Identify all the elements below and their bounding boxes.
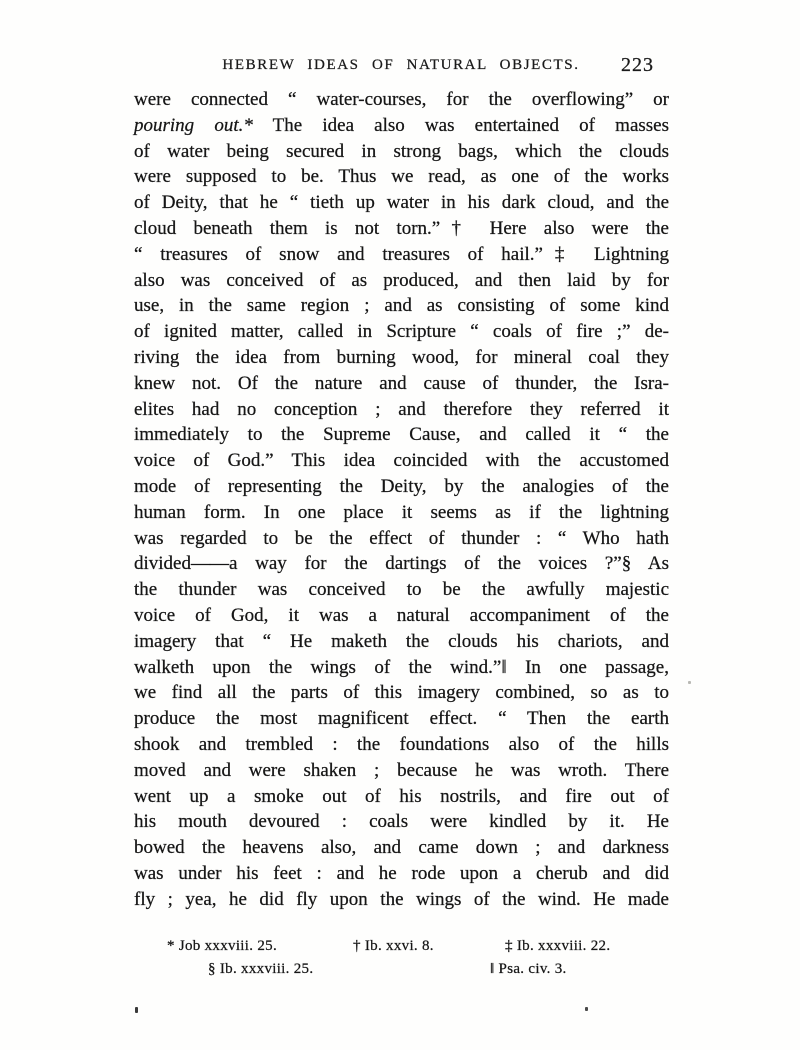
text-line: riving the idea from burning wood, for mineral coal they — [134, 346, 669, 368]
text-line: knew not. Of the nature and cause of thunder, the Isra- — [134, 372, 669, 394]
footnote-ib-xxxviii-22: ‡ Ib. xxxviii. 22. — [505, 938, 611, 954]
ink-speck — [585, 1007, 588, 1011]
text-line: imagery that “ He maketh the clouds his chariots, and — [134, 630, 669, 652]
running-head — [134, 54, 668, 81]
footnote-ib-xxxviii-25: § Ib. xxxviii. 25. — [208, 961, 314, 977]
page-title: HEBREW IDEAS OF NATURAL OBJECTS. — [222, 57, 580, 73]
text-line: mode of representing the Deity, by the analogies of the — [134, 475, 669, 497]
text-line: divided——a way for the dartings of the voices ?”§ As — [134, 553, 669, 575]
text-line: cloud beneath them is not torn.”† Here also were the — [134, 217, 669, 239]
text-line: was under his feet : and he rode upon a cherub and did — [134, 862, 669, 884]
footnote-ib-xxvi-8: † Ib. xxvi. 8. — [353, 938, 434, 954]
text-line: voice of God, it was a natural accompaniment of the — [134, 604, 669, 626]
italic-phrase: pouring out.* — [134, 114, 253, 136]
text-segment: The idea also was entertained of masses — [252, 114, 669, 136]
text-line: his mouth devoured : coals were kindled by it. He — [134, 811, 669, 833]
text-line: were connected “ water-courses, for the overflowing” or — [134, 89, 669, 110]
text-line: of water being secured in strong bags, which the clouds — [134, 140, 669, 162]
text-line: shook and trembled : the foundations also of the hills — [134, 733, 669, 755]
text-line: walketh upon the wings of the wind.”‖ In one passage, — [134, 656, 669, 678]
text-line: moved and were shaken ; because he was wroth. There — [134, 759, 669, 781]
text-line: of ignited matter, called in Scripture “ coals of fire ;” de- — [134, 321, 669, 343]
text-line: “ treasures of snow and treasures of hail.”‡ Lightning — [134, 243, 669, 265]
text-line: immediately to the Supreme Cause, and called it “ the — [134, 424, 669, 446]
text-line: we find all the parts of this imagery combined, so as to — [134, 682, 669, 704]
footnote-psa-civ-3: ‖ Psa. civ. 3. — [490, 961, 567, 977]
text-line: elites had no conception ; and therefore they referred it — [134, 398, 669, 420]
footnote-job-xxxviii-25: * Job xxxviii. 25. — [167, 938, 277, 954]
page-number: 223 — [621, 54, 654, 76]
ink-speck — [688, 681, 691, 684]
text-line: went up a smoke out of his nostrils, and fire out of — [134, 785, 669, 807]
text-line: also was conceived of as produced, and then laid by for — [134, 269, 669, 291]
text-line: fly ; yea, he did fly upon the wings of the wind. He made — [134, 888, 669, 910]
text-line: use, in the same region ; and as consisting of some kind — [134, 295, 669, 317]
body-paragraph — [134, 87, 669, 913]
text-line: was regarded to be the effect of thunder : “ Who hath — [134, 527, 669, 549]
footnotes — [134, 936, 668, 988]
text-line — [134, 113, 669, 139]
text-line: voice of God.” This idea coincided with the accustomed — [134, 450, 669, 472]
text-line: of Deity, that he “ tieth up water in his dark cloud, and the — [134, 192, 669, 214]
text-line: were supposed to be. Thus we read, as one of the works — [134, 166, 669, 188]
text-line: produce the most magnificent effect. “ Then the earth — [134, 708, 669, 730]
text-line: human form. In one place it seems as if the lightning — [134, 501, 669, 523]
text-line: bowed the heavens also, and came down ; and darkness — [134, 837, 669, 859]
text-line: the thunder was conceived to be the awfully majestic — [134, 579, 669, 601]
ink-speck — [135, 1007, 138, 1013]
